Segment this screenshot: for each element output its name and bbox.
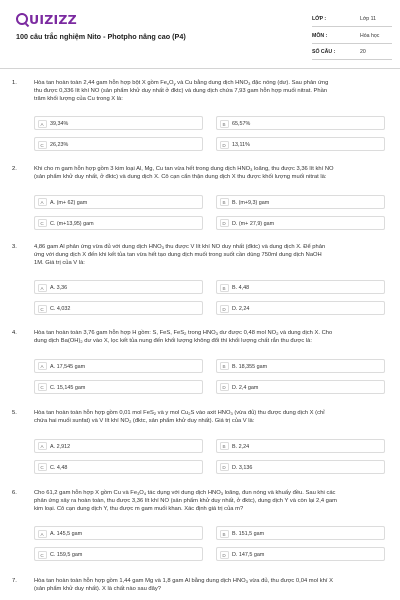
worksheet-title: 100 câu trắc nghiệm Nito - Photpho nâng cao (P4): [16, 32, 186, 41]
option-letter-badge: D: [220, 463, 229, 471]
option-text: B. 2,24: [232, 443, 250, 450]
answer-option-a[interactable]: [34, 280, 203, 294]
option-letter-badge: D: [220, 305, 229, 313]
option-letter-badge: C: [38, 551, 47, 559]
answer-option-b[interactable]: [216, 359, 385, 373]
meta-row-subject: [312, 29, 392, 44]
answer-option-d[interactable]: [216, 380, 385, 394]
option-letter-badge: A: [38, 362, 47, 370]
option-letter-badge: B: [220, 442, 229, 450]
question-text-line: phản ứng xảy ra hoàn toàn, thu được 3,36 lít khí NO (sản phẩm khử duy nhất, ở đktc), dung dịch Y và còn lại 2,4 gam: [34, 497, 337, 504]
question-number: 2.: [12, 166, 17, 172]
option-text: D. 147,5 gam: [232, 552, 265, 559]
answer-option-a[interactable]: [34, 359, 203, 373]
option-text: C. 4,032: [50, 306, 71, 313]
option-letter-badge: C: [38, 219, 47, 227]
quizizz-logo: [16, 12, 77, 26]
question-text-line: chứa hai muối sunfat) và V lít khí $NO_2$ (đktc, sản phẩm khử duy nhất). Giá trị của V là:: [34, 417, 255, 424]
option-letter-badge: D: [220, 551, 229, 559]
answer-option-a[interactable]: [34, 526, 203, 540]
option-letter-badge: C: [38, 305, 47, 313]
option-letter-badge: A: [38, 284, 47, 292]
meta-label: MÔN :: [312, 32, 328, 39]
question-text-line: Hòa tan hoàn toàn hỗn hợp gồm 0,01 mol FeS$_2$ và y mol $Cu_2S$ vào axit $HNO_3$ (vừa đủ) thu được dung dịch X (chỉ: [34, 410, 325, 416]
question-number: 6.: [12, 490, 17, 496]
answer-option-c[interactable]: [34, 460, 203, 474]
option-text: A. 145,5 gam: [50, 531, 83, 538]
meta-value: 20: [360, 49, 366, 55]
option-letter-badge: A: [38, 530, 47, 538]
option-letter-badge: A: [38, 198, 47, 206]
question-number: 3.: [12, 244, 17, 250]
option-text: B. (m+9,3) gam: [232, 199, 270, 206]
option-letter-badge: D: [220, 383, 229, 391]
question-number: 1.: [12, 80, 17, 86]
option-text: A. (m+ 62) gam: [50, 199, 88, 206]
answer-option-d[interactable]: [216, 137, 385, 151]
question-text-line: ứng với dung dịch X đến khi kết tủa tan vừa hết tạo dung dịch muối trong suốt cần dùng 750ml dung dịch NaOH: [34, 251, 322, 258]
option-text: B. 18,355 gam: [232, 363, 268, 370]
option-text: D. 3,136: [232, 464, 253, 471]
meta-row-class: [312, 12, 392, 27]
meta-label: LỚP :: [312, 16, 327, 22]
option-text: 13,11%: [232, 142, 250, 149]
question-text-line: (sản phẩm khử duy nhất, ở đktc) và dung dịch X. Cô cạn cẩn thận dung dịch X thu được khối lượng muối nitrat là:: [34, 173, 327, 180]
question-number: 4.: [12, 330, 17, 336]
question-text-line: 1M. Giá trị của V là:: [34, 259, 85, 266]
logo-q-icon: [16, 13, 28, 25]
question-text-line: Hòa tan hoàn toàn 2,44 gam hỗn hợp bột X gồm $Fe_xO_y$ và Cu bằng dung dịch $HNO_3$ đặc nóng (dư). Sau phản ứng: [34, 80, 329, 86]
answer-option-d[interactable]: [216, 460, 385, 474]
answer-option-c[interactable]: [34, 216, 203, 230]
logo-wordmark: UIZIZZ: [29, 11, 77, 27]
option-letter-badge: B: [220, 284, 229, 292]
question-text-line: Hòa tan hoàn toàn hỗn hợp gồm 1,44 gam Mg và 1,8 gam Al bằng dung dịch $HNO_3$ vừa đủ, thu được 0,04 mol khí X: [34, 578, 333, 584]
option-text: C. 15,145 gam: [50, 384, 86, 391]
question-text-line: (sản phẩm khử duy nhất). X là chất nào sau đây?: [34, 585, 161, 592]
question-text-line: thu được 0,336 lít khí NO (sản phẩm khử duy nhất ở đktc) và dung dịch chứa 7,93 gam hỗn hợp muối nitrat. Phần: [34, 87, 328, 94]
answer-option-b[interactable]: [216, 526, 385, 540]
option-text: D. 2,4 gam: [232, 384, 259, 391]
option-text: 65,57%: [232, 121, 251, 128]
question-text-line: dung dịch $Ba(OH)_2$ dư vào X, lọc kết tủa nung đến khối lượng không đổi thì khối lượng chất rắn thu được là:: [34, 337, 312, 344]
answer-option-c[interactable]: [34, 547, 203, 561]
option-letter-badge: B: [220, 198, 229, 206]
option-text: A. 3,36: [50, 285, 68, 292]
answer-option-b[interactable]: [216, 195, 385, 209]
answer-option-a[interactable]: [34, 116, 203, 130]
option-text: C. 159,5 gam: [50, 552, 83, 559]
option-text: D. (m+ 27,9) gam: [232, 220, 275, 227]
option-letter-badge: C: [38, 463, 47, 471]
question-text-line: kim loại. Cô cạn dung dịch Y, thu được m gam muối khan. Xác định giá trị của m?: [34, 505, 244, 512]
answer-option-c[interactable]: [34, 137, 203, 151]
question-text-line: Khi cho m gam hỗn hợp gồm 3 kim loại Al, Mg, Cu tan vừa hết trong dung dịch $HNO_3$ loãng, thu được 3,36 lít khí NO: [34, 166, 334, 172]
meta-value: Hóa học: [360, 32, 380, 39]
option-text: A. 17,545 gam: [50, 363, 86, 370]
option-text: D. 2,24: [232, 306, 250, 313]
worksheet-header: [0, 0, 400, 70]
meta-value: Lớp 11: [360, 16, 376, 22]
answer-option-b[interactable]: [216, 280, 385, 294]
answer-option-b[interactable]: [216, 439, 385, 453]
question-text-line: Cho 61,2 gam hỗn hợp X gồm Cu và $Fe_3O_4$ tác dụng với dung dịch $HNO_3$ loãng, đun nóng và khuấy đều. Sau khi các: [34, 490, 336, 496]
answer-option-d[interactable]: [216, 216, 385, 230]
answer-option-d[interactable]: [216, 301, 385, 315]
answer-option-a[interactable]: [34, 439, 203, 453]
question-number: 7.: [12, 578, 17, 584]
option-text: A. 2,912: [50, 443, 71, 450]
option-letter-badge: D: [220, 219, 229, 227]
answer-option-c[interactable]: [34, 380, 203, 394]
worksheet-meta: [312, 12, 392, 62]
option-text: B. 151,5 gam: [232, 531, 265, 538]
meta-label: SỐ CÂU :: [312, 49, 336, 55]
meta-row-question-count: [312, 45, 392, 60]
option-letter-badge: B: [220, 530, 229, 538]
option-text: 39,34%: [50, 121, 69, 128]
answer-option-d[interactable]: [216, 547, 385, 561]
option-text: B. 4,48: [232, 285, 250, 292]
option-letter-badge: C: [38, 383, 47, 391]
answer-option-a[interactable]: [34, 195, 203, 209]
option-letter-badge: B: [220, 362, 229, 370]
answer-option-c[interactable]: [34, 301, 203, 315]
option-text: C. 4,48: [50, 464, 68, 471]
header-divider: [0, 68, 400, 69]
question-number: 5.: [12, 410, 17, 416]
option-letter-badge: D: [220, 141, 229, 149]
option-letter-badge: A: [38, 120, 47, 128]
option-text: 26,23%: [50, 142, 69, 149]
answer-option-b[interactable]: [216, 116, 385, 130]
question-text-line: 4,86 gam Al phản ứng vừa đủ với dung dịch $HNO_3$ thu được V lít khí NO duy nhất (đktc) và dung dịch X. Để phản: [34, 244, 326, 250]
option-letter-badge: A: [38, 442, 47, 450]
option-letter-badge: B: [220, 120, 229, 128]
question-text-line: Hòa tan hoàn toàn 3,76 gam hỗn hợp H gồm: S, FeS, FeS$_2$ trong $HNO_3$ dư được 0,48 mol $NO_2$ và dung dịch X. Cho: [34, 330, 333, 336]
option-letter-badge: C: [38, 141, 47, 149]
question-text-line: trăm khối lượng của Cu trong X là:: [34, 95, 123, 102]
option-text: C. (m+13,95) gam: [50, 220, 94, 227]
